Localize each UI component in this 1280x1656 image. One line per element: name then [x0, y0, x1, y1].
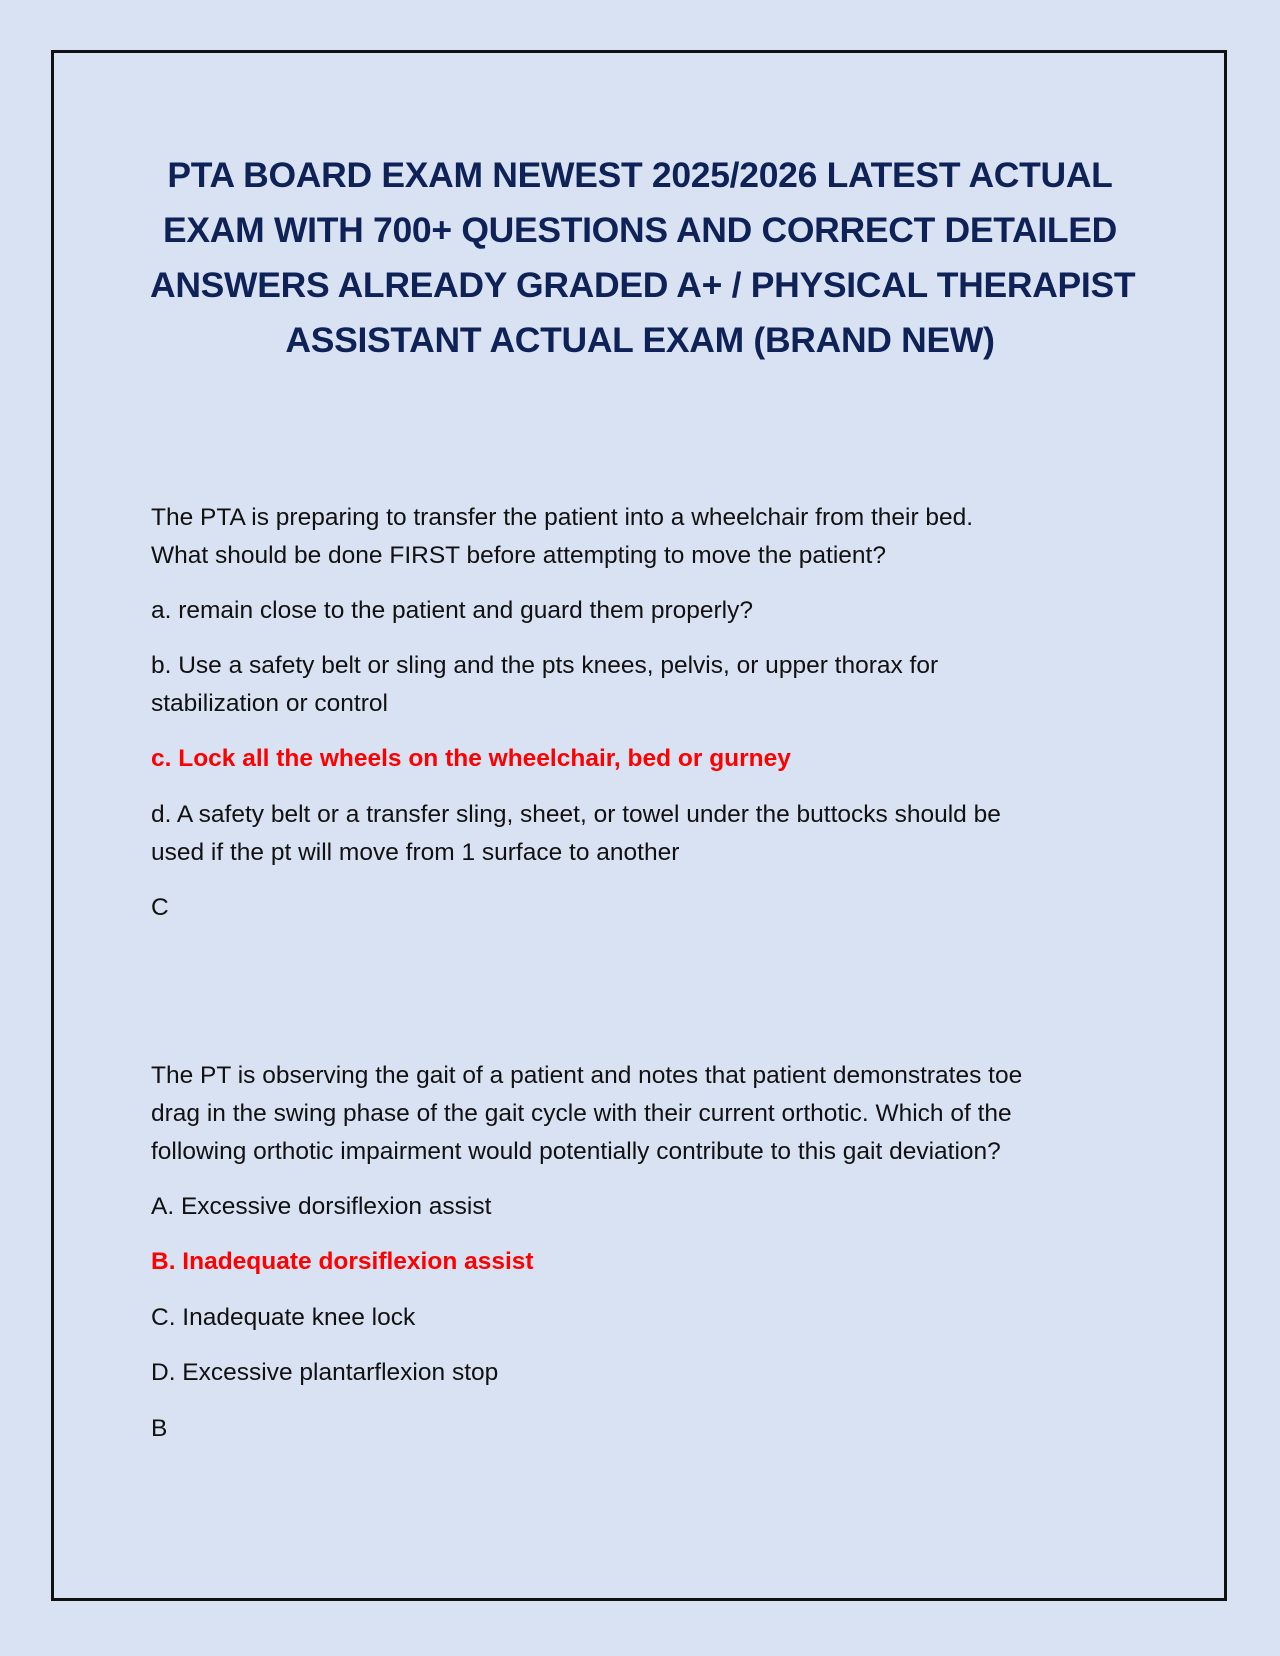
- question-2-answer: B: [151, 1415, 168, 1442]
- question-1-option-c-correct: [151, 740, 791, 778]
- option-line: D. Excessive plantarflexion stop: [151, 1359, 499, 1386]
- title-line: EXAM WITH 700+ QUESTIONS AND CORRECT DETAILED: [163, 210, 1117, 250]
- question-1-option-d: [151, 796, 1001, 872]
- question-2-option-a: [151, 1188, 491, 1226]
- title-line: PTA BOARD EXAM NEWEST 2025/2026 LATEST ACTUAL: [167, 155, 1113, 195]
- question-2-option-b-correct: [151, 1243, 534, 1281]
- option-line: b. Use a safety belt or sling and the pts knees, pelvis, or upper thorax for: [151, 652, 939, 679]
- question-stem-line: What should be done FIRST before attempting to move the patient?: [151, 542, 886, 569]
- question-2-option-c: [151, 1299, 415, 1337]
- question-1-option-b: [151, 647, 938, 723]
- option-line: used if the pt will move from 1 surface to another: [151, 839, 680, 866]
- option-line: stabilization or control: [151, 690, 388, 717]
- question-stem-line: drag in the swing phase of the gait cycle with their current orthotic. Which of the: [151, 1100, 1012, 1127]
- document-title: [150, 148, 1136, 368]
- option-line: C. Inadequate knee lock: [151, 1304, 416, 1331]
- option-line: d. A safety belt or a transfer sling, sheet, or towel under the buttocks should be: [151, 801, 1001, 828]
- question-2-stem: [151, 1057, 1022, 1171]
- question-stem-line: The PT is observing the gait of a patient and notes that patient demonstrates toe: [151, 1062, 1023, 1089]
- option-line: c. Lock all the wheels on the wheelchair, bed or gurney: [151, 745, 791, 772]
- question-2-option-d: [151, 1354, 498, 1392]
- option-line: A. Excessive dorsiflexion assist: [151, 1193, 492, 1220]
- question-1-option-a: [151, 592, 753, 630]
- option-line: B. Inadequate dorsiflexion assist: [151, 1248, 534, 1275]
- option-line: a. remain close to the patient and guard them properly?: [151, 597, 753, 624]
- question-stem-line: following orthotic impairment would potentially contribute to this gait deviation?: [151, 1138, 1001, 1165]
- title-line: ASSISTANT ACTUAL EXAM (BRAND NEW): [285, 320, 995, 360]
- question-stem-line: The PTA is preparing to transfer the patient into a wheelchair from their bed.: [151, 504, 974, 531]
- title-line: ANSWERS ALREADY GRADED A+ / PHYSICAL THERAPIST: [150, 265, 1136, 305]
- question-1-stem: [151, 499, 973, 575]
- question-1-answer: C: [151, 894, 169, 921]
